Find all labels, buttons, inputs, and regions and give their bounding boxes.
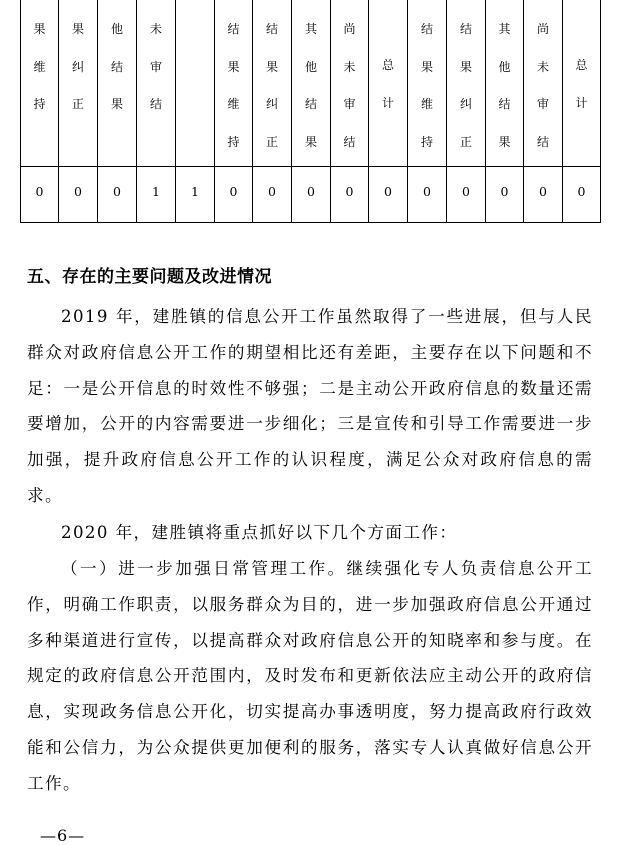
table-header-cell: 结果维持	[215, 0, 253, 167]
table-cell: 1	[137, 167, 176, 223]
paragraph-problems: 2019 年，建胜镇的信息公开工作虽然取得了一些进展，但与人民群众对政府信息公开工作的期望相比还有差距，主要存在以下问题和不足：一是公开信息的时效性不够强；二是主动公开政府信息的数量还需要增加，公开的内容需要进一步细化；三是宣传和引导工作需要进一步加强，提升政府信息公开工作的认识程度，满足公众对政府信息的需求。	[27, 307, 593, 505]
table-cell: 0	[369, 167, 408, 223]
table-cell: 0	[21, 167, 59, 223]
table-header-cell: 他结果	[98, 0, 137, 167]
paragraph-2020-intro: 2020 年，建胜镇将重点抓好以下几个方面工作：	[61, 523, 458, 542]
table-header-cell: 其他结果	[486, 0, 524, 167]
table-cell: 0	[563, 167, 601, 223]
statistics-table	[20, 0, 601, 223]
table-cell: 0	[447, 167, 486, 223]
table-cell: 0	[408, 167, 447, 223]
paragraph-daily-management: （一）进一步加强日常管理工作。继续强化专人负责信息公开工作，明确工作职责，以服务群众为目的，进一步加强政府信息公开通过多种渠道进行宣传，以提高群众对政府信息公开的知晓率和参与度。在规定的政府信息公开范围内，及时发布和更新依法应主动公开的政府信息，实现政务信息公开化，切实提高办事透明度，努力提高政府行政效能和公信力，为公众提供更加便利的服务，落实专人认真做好信息公开工作。	[27, 559, 593, 793]
table-header-cell: 果纠正	[59, 0, 98, 167]
table-header-cell: 结果纠正	[447, 0, 486, 167]
table-cell: 0	[331, 167, 369, 223]
table-header-cell	[176, 0, 215, 167]
table-header-cell: 尚未审结	[524, 0, 563, 167]
table-cell: 0	[486, 167, 524, 223]
page-number: —6—	[40, 826, 86, 845]
table-cell: 0	[253, 167, 292, 223]
section-heading: 五、存在的主要问题及改进情况	[27, 267, 272, 287]
table-cell: 1	[176, 167, 215, 223]
table-header-cell: 未审结	[137, 0, 176, 167]
table-header-row	[21, 0, 601, 167]
table-cell: 0	[524, 167, 563, 223]
table-cell: 0	[215, 167, 253, 223]
table-value-row	[21, 167, 601, 223]
table-cell: 0	[59, 167, 98, 223]
table-cell: 0	[98, 167, 137, 223]
table-header-cell: 果维持	[21, 0, 59, 167]
table-header-cell: 尚未审结	[331, 0, 369, 167]
table-header-cell: 总计	[563, 0, 601, 167]
table-header-cell: 结果纠正	[253, 0, 292, 167]
table-header-cell: 结果维持	[408, 0, 447, 167]
table-cell: 0	[292, 167, 331, 223]
table-header-cell: 其他结果	[292, 0, 331, 167]
table-header-cell: 总计	[369, 0, 408, 167]
